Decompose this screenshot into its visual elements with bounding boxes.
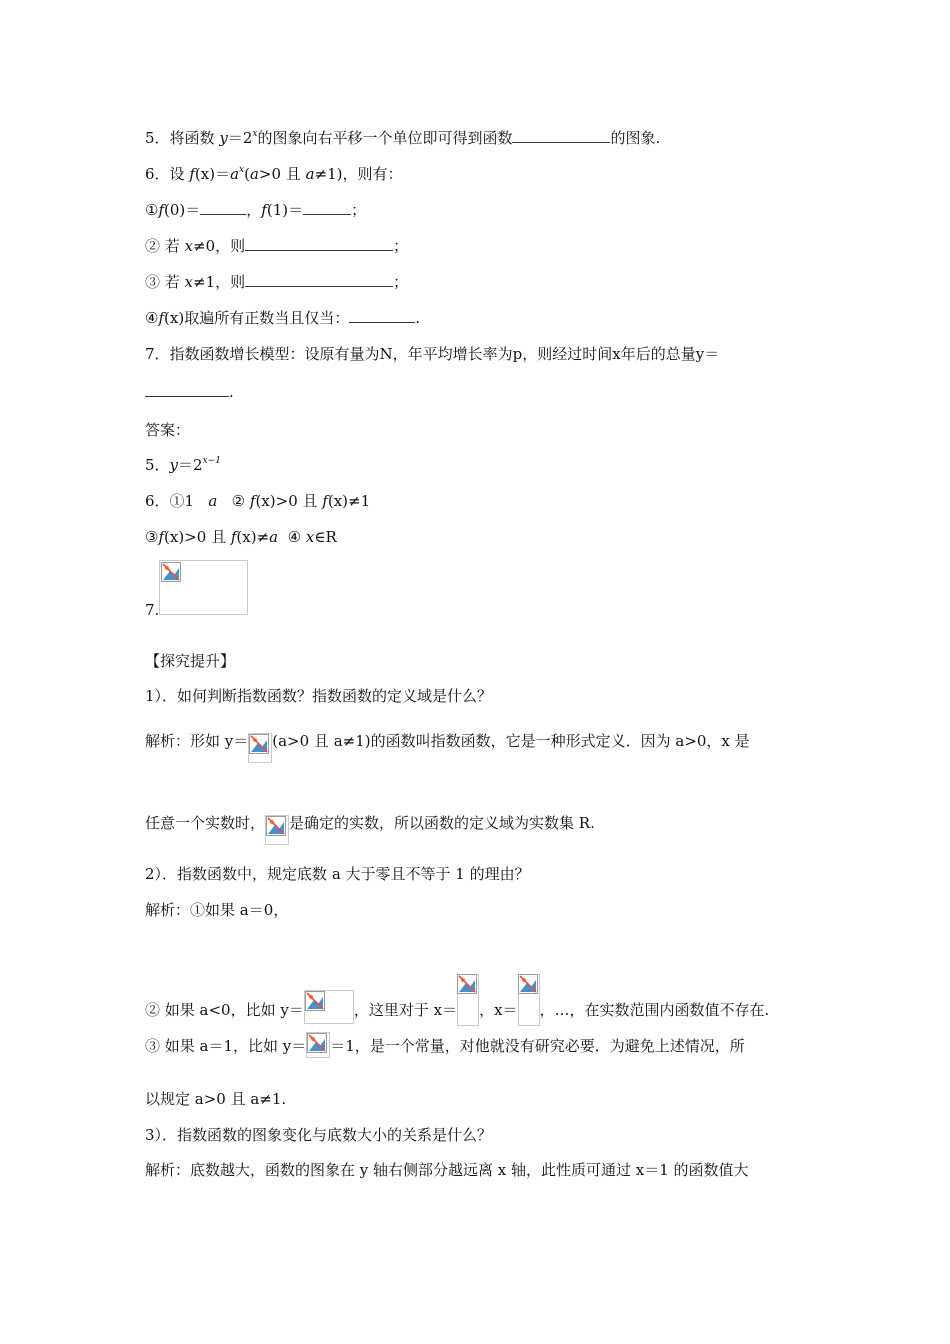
- answer-blank[interactable]: [145, 382, 229, 397]
- broken-image-icon: [457, 974, 477, 994]
- problem-2-line-3: ③ 如果 a＝1，比如 y＝ ＝1，是一个常量，对他就没有研究必要．为避免上述情况，所: [145, 1030, 745, 1056]
- answer-blank[interactable]: [245, 236, 393, 251]
- answer-7: 7.: [145, 601, 160, 619]
- answer-6-continued: ③f(x)>0 且 f(x)≠a ④ x∈R: [145, 528, 337, 546]
- question-7: 7．指数函数增长模型：设原有量为N，年平均增长率为p，则经过时间x年后的总量y＝: [145, 345, 720, 363]
- answer-6: 6．①1 a ② f(x)>0 且 f(x)≠1: [145, 492, 371, 510]
- answer-blank[interactable]: [512, 128, 610, 143]
- problem-2-line-4: 以规定 a>0 且 a≠1.: [145, 1090, 287, 1108]
- broken-image-icon: [518, 974, 538, 994]
- broken-image-icon: [161, 562, 181, 582]
- answer-5: 5．$y=2^{x-1}$: [145, 456, 221, 474]
- problem-2-question: 2）．指数函数中，规定底数 a 大于零且不等于 1 的理由？: [145, 865, 530, 883]
- answer-blank[interactable]: [245, 272, 393, 287]
- question-6-item-1: ①f(0)＝ ，f(1)＝ ；: [145, 201, 367, 219]
- problem-2-line-1: 解析：①如果 a＝0，: [145, 901, 289, 919]
- answer-blank[interactable]: [349, 308, 415, 323]
- answers-label: 答案：: [145, 421, 191, 439]
- problem-1-question: 1）．如何判断指数函数？指数函数的定义域是什么？: [145, 687, 493, 705]
- problem-2-line-2: ② 如果 a<0，比如 y＝ ，这里对于 x＝ ，x＝ ，…，在实数范围内函数值不存在.: [145, 968, 769, 1020]
- broken-image-icon: [305, 991, 325, 1011]
- question-6-item-3: ③ 若 x≠1，则 ；: [145, 273, 409, 291]
- answer-blank[interactable]: [303, 200, 351, 215]
- broken-image-icon: [307, 1033, 327, 1053]
- broken-image-icon: [249, 734, 269, 754]
- question-6: 6．设 $f(x)=a^x(a>0$ 且 a≠1)，则有：: [145, 165, 403, 183]
- problem-1-line-2: 任意一个实数时， 是确定的实数，所以函数的定义域为实数集 R.: [145, 803, 595, 833]
- answer-blank[interactable]: [200, 200, 246, 215]
- problem-1-line-1: 解析：形如 y＝ (a>0 且 a≠1)的函数叫指数函数，它是一种形式定义．因为 a>0，x 是: [145, 721, 750, 751]
- section-title: 【探究提升】: [145, 652, 236, 670]
- problem-3-question: 3）．指数函数的图象变化与底数大小的关系是什么？: [145, 1126, 493, 1144]
- broken-image-icon: [266, 816, 286, 836]
- question-6-item-2: ② 若 x≠0，则 ；: [145, 237, 409, 255]
- problem-3-line-1: 解析：底数越大，函数的图象在 y 轴右侧部分越远离 x 轴，此性质可通过 x＝1 的函数值大: [145, 1161, 749, 1179]
- question-7-blank-line: .: [145, 382, 234, 402]
- question-6-item-4: ④f(x)取遍所有正数当且仅当： .: [145, 309, 420, 327]
- question-5: 5．将函数 $y=2^x$的图象向右平移一个单位即可得到函数 的图象.: [145, 129, 661, 147]
